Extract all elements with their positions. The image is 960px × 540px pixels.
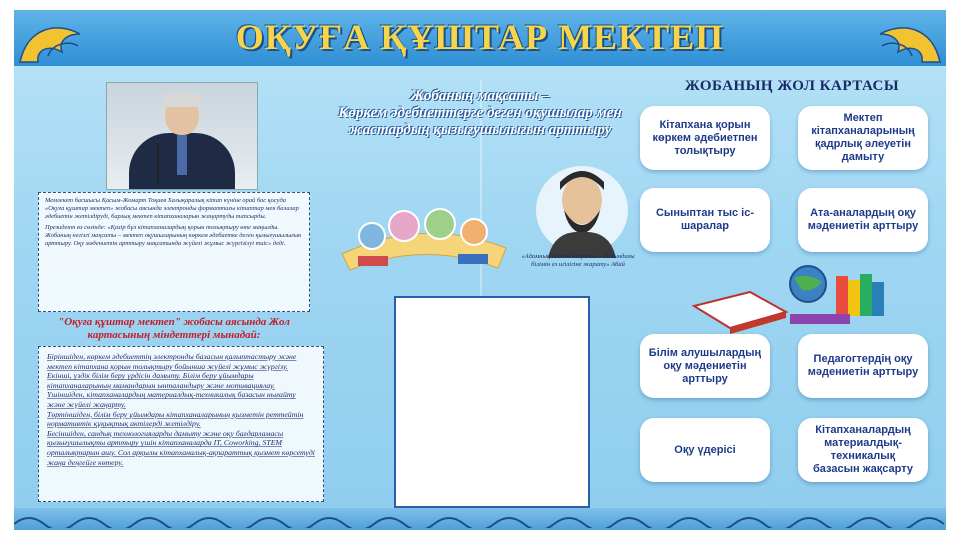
roadmap-card-label: Кітапхана қорын көркем әдебиетпен толықтыру bbox=[652, 118, 758, 157]
roadmap-card bbox=[798, 188, 928, 252]
roadmap-card bbox=[798, 334, 928, 398]
task-item: Үшіншіден, кітапханалардың материалдық-техникалық базасын нығайту және жүйелі жаңарту. bbox=[47, 390, 296, 409]
task-item: Төртіншіден, білім беру ұйымдары кітапханаларының қызметін реттейтін нормативтік құқықтық актілерді жетілдіру. bbox=[47, 409, 304, 429]
intro-paragraph: Президент өз сөзінде: «Қазір бұл кітапханалардың қорын толықтыру өте маңызды. Жобаның негізгі мақсаты – мектеп оқушыларының көркем әдебиетке деген қызығушылығын арттыру. Оқу мәдениетін арттыру мақсатында жүйелі жұмыс жүргізілуі тиіс» деді. bbox=[45, 224, 302, 247]
roadmap-card-label: Сыныптан тыс іс-шаралар bbox=[655, 207, 755, 232]
goal-line-2: Көркем әдебиеттерге деген оқушылар мен жастардың қызығушылығын арттыру bbox=[338, 105, 622, 138]
poster bbox=[14, 10, 946, 530]
roadmap-card-label: Ата-аналардың оқу мәдениетін арттыру bbox=[807, 207, 919, 232]
portrait-caption: «Адамның басты мақсаты – бойындағы білімін ел игілігіне жарату» Абай bbox=[521, 253, 635, 268]
roadmap-card bbox=[798, 418, 928, 482]
project-goal bbox=[330, 88, 630, 139]
task-item: Екінші, үздік білім беру үрдісін дамыту. Білім беру ұйымдары кітапханаларының мамандарын ынталандыру және мотивациялау. bbox=[47, 371, 276, 390]
page-title: ОҚУҒА ҚҰШТАР МЕКТЕП bbox=[235, 17, 725, 57]
tasks-box bbox=[38, 346, 324, 502]
intro-paragraph: Мемлекет басшысы Қасым-Жомарт Тоқаев Халықаралық кітап күніне орай бас қосуда «Оқуға құштар мектеп» жобасы аясында электронды форматтағы кітаптар мен балалар әдебиетін жетілдіруді, барлық мектеп кітапханаларын жаңартуды тапсырды. bbox=[45, 197, 299, 220]
roadmap-card bbox=[640, 106, 770, 170]
roadmap-card-label: Мектеп кітапханаларының қадрлық әлеуетін дамыту bbox=[811, 112, 915, 163]
roadmap-title: ЖОБАНЫҢ ЖОЛ КАРТАСЫ bbox=[684, 78, 900, 94]
roadmap-card-label: Педагогтердің оқу мәдениетін арттыру bbox=[807, 353, 919, 378]
roadmap-card-label: Кітапханалардың материалдық-техникалық базасын жақсарту bbox=[813, 424, 913, 475]
reading-children-icon bbox=[338, 196, 510, 272]
intro-text-box bbox=[38, 192, 310, 312]
tasks-heading: "Оқуға құштар мектеп" жобасы аясында Жол картасының міндеттері мынадай: bbox=[58, 316, 290, 341]
roadmap-card bbox=[640, 334, 770, 398]
roadmap-card bbox=[798, 106, 928, 170]
person-hair bbox=[163, 91, 201, 107]
task-item: Бесіншіден, сандық технологияларды дамыту және оқу бағдарламасы қызығушылықты арттыру үшін кітапханаларда IT, Coworking, STEM орталықтарын ашу. Сол арқылы кітапханалық-ақпараттық қызмет көрсетуді жаңа деңгейге көтеру. bbox=[47, 428, 315, 467]
task-item: Біріншіден, көркем әдебиеттің электронды базасын қалыптастыру және мектеп кітапхана қорын толықтыру бойынша жүйелі жұмыс жүргізу. bbox=[47, 352, 297, 371]
person-tie bbox=[177, 135, 187, 175]
kazakh-ornament-border-icon bbox=[14, 510, 946, 528]
roadmap-card bbox=[640, 418, 770, 482]
roadmap-card-label: Оқу үдерісі bbox=[674, 443, 736, 456]
books-globe-icon bbox=[690, 262, 890, 336]
roadmap-card-label: Білім алушылардың оқу мәдениетін арттыру bbox=[648, 346, 762, 385]
president-photo bbox=[106, 82, 258, 190]
goal-line-1: Жобаның мақсаты – bbox=[410, 88, 550, 104]
roadmap-card bbox=[640, 188, 770, 252]
microphone-icon bbox=[157, 143, 159, 183]
abai-portrait bbox=[534, 160, 630, 258]
blank-frame bbox=[394, 296, 590, 508]
